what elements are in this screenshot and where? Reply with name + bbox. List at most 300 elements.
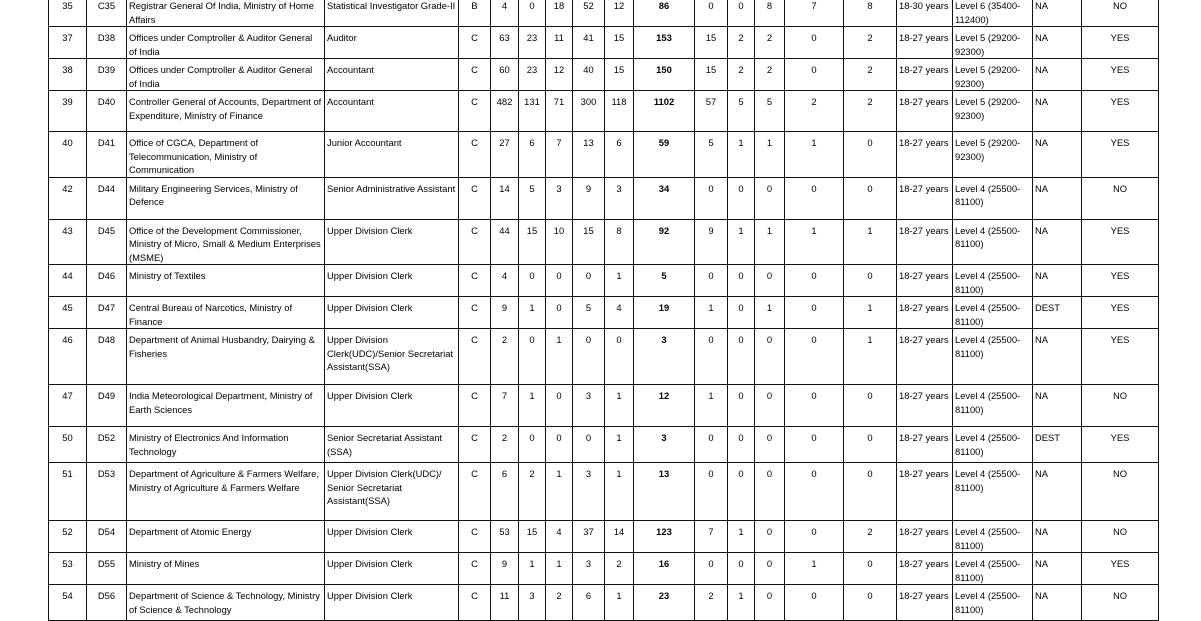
esm-cell: 0 — [695, 463, 728, 521]
dest-cell: NA — [1033, 329, 1082, 385]
post-name-cell: Accountant — [325, 59, 459, 91]
department-cell: India Meteorological Department, Ministry of Earth Sciences — [127, 385, 325, 427]
obc-cell: 5 — [573, 297, 605, 329]
post-name-cell: Auditor — [325, 27, 459, 59]
vh-cell: 1 — [785, 553, 844, 585]
sl-no-cell: 53 — [49, 553, 87, 585]
others-cell: 8 — [844, 0, 897, 27]
oh-cell: 0 — [728, 265, 755, 297]
pay-level-cell: Level 4 (25500-81100) — [953, 177, 1033, 219]
hh-cell: 8 — [755, 0, 785, 27]
department-cell: Ministry of Textiles — [127, 265, 325, 297]
others-cell: 2 — [844, 27, 897, 59]
group-cell: C — [459, 91, 491, 132]
post-code-cell: D46 — [87, 265, 127, 297]
vh-cell: 0 — [785, 177, 844, 219]
ews-cell: 6 — [605, 132, 634, 178]
ur-cell: 63 — [491, 27, 519, 59]
st-cell: 0 — [546, 265, 573, 297]
sc-cell: 6 — [519, 132, 546, 178]
age-limit-cell: 18-27 years — [897, 463, 953, 521]
vh-cell: 0 — [785, 585, 844, 621]
total-cell: 153 — [634, 27, 695, 59]
hh-cell: 0 — [755, 427, 785, 463]
table-row — [49, 297, 1159, 329]
department-cell: Department of Agriculture & Farmers Welfare, Ministry of Agriculture & Farmers Welfare — [127, 463, 325, 521]
group-cell: C — [459, 585, 491, 621]
post-code-cell: D55 — [87, 553, 127, 585]
vh-cell: 1 — [785, 132, 844, 178]
department-cell: Offices under Comptroller & Auditor General of India — [127, 59, 325, 91]
obc-cell: 0 — [573, 265, 605, 297]
total-cell: 150 — [634, 59, 695, 91]
pay-level-cell: Level 4 (25500-81100) — [953, 463, 1033, 521]
sl-no-cell: 37 — [49, 27, 87, 59]
esm-cell: 1 — [695, 385, 728, 427]
esm-cell: 5 — [695, 132, 728, 178]
sc-cell: 15 — [519, 521, 546, 553]
obc-cell: 40 — [573, 59, 605, 91]
ur-cell: 53 — [491, 521, 519, 553]
esm-cell: 0 — [695, 0, 728, 27]
post-code-cell: D38 — [87, 27, 127, 59]
oh-cell: 1 — [728, 219, 755, 265]
sl-no-cell: 52 — [49, 521, 87, 553]
age-limit-cell: 18-27 years — [897, 91, 953, 132]
ews-cell: 12 — [605, 0, 634, 27]
age-limit-cell: 18-27 years — [897, 585, 953, 621]
others-cell: 2 — [844, 59, 897, 91]
esm-cell: 1 — [695, 297, 728, 329]
hh-cell: 1 — [755, 219, 785, 265]
esm-cell: 57 — [695, 91, 728, 132]
table-row — [49, 219, 1159, 265]
oh-cell: 0 — [728, 177, 755, 219]
pay-level-cell: Level 4 (25500-81100) — [953, 427, 1033, 463]
others-cell: 0 — [844, 385, 897, 427]
sc-cell: 0 — [519, 265, 546, 297]
group-cell: C — [459, 553, 491, 585]
st-cell: 4 — [546, 521, 573, 553]
sl-no-cell: 45 — [49, 297, 87, 329]
sl-no-cell: 44 — [49, 265, 87, 297]
hh-cell: 1 — [755, 132, 785, 178]
test-cell: NO — [1082, 385, 1159, 427]
pay-level-cell: Level 6 (35400-112400) — [953, 0, 1033, 27]
vh-cell: 2 — [785, 91, 844, 132]
test-cell: YES — [1082, 297, 1159, 329]
post-code-cell: D54 — [87, 521, 127, 553]
post-code-cell: D44 — [87, 177, 127, 219]
test-cell: NO — [1082, 585, 1159, 621]
obc-cell: 13 — [573, 132, 605, 178]
department-cell: Offices under Comptroller & Auditor General of India — [127, 27, 325, 59]
ews-cell: 1 — [605, 585, 634, 621]
group-cell: C — [459, 427, 491, 463]
age-limit-cell: 18-27 years — [897, 177, 953, 219]
table-row — [49, 463, 1159, 521]
dest-cell: NA — [1033, 59, 1082, 91]
sl-no-cell: 46 — [49, 329, 87, 385]
dest-cell: NA — [1033, 521, 1082, 553]
total-cell: 92 — [634, 219, 695, 265]
age-limit-cell: 18-27 years — [897, 297, 953, 329]
group-cell: C — [459, 297, 491, 329]
pay-level-cell: Level 4 (25500-81100) — [953, 521, 1033, 553]
sl-no-cell: 40 — [49, 132, 87, 178]
table-row — [49, 132, 1159, 178]
st-cell: 1 — [546, 463, 573, 521]
post-name-cell: Accountant — [325, 91, 459, 132]
age-limit-cell: 18-27 years — [897, 385, 953, 427]
oh-cell: 0 — [728, 329, 755, 385]
vh-cell: 0 — [785, 297, 844, 329]
obc-cell: 6 — [573, 585, 605, 621]
others-cell: 0 — [844, 585, 897, 621]
others-cell: 0 — [844, 177, 897, 219]
post-name-cell: Upper Division Clerk — [325, 297, 459, 329]
sc-cell: 0 — [519, 427, 546, 463]
sc-cell: 23 — [519, 59, 546, 91]
vh-cell: 0 — [785, 427, 844, 463]
age-limit-cell: 18-27 years — [897, 132, 953, 178]
others-cell: 2 — [844, 91, 897, 132]
dest-cell: NA — [1033, 265, 1082, 297]
age-limit-cell: 18-27 years — [897, 27, 953, 59]
group-cell: C — [459, 521, 491, 553]
total-cell: 3 — [634, 427, 695, 463]
department-cell: Office of the Development Commissioner, Ministry of Micro, Small & Medium Enterprises (MSME) — [127, 219, 325, 265]
table-row — [49, 91, 1159, 132]
table-row — [49, 265, 1159, 297]
obc-cell: 37 — [573, 521, 605, 553]
total-cell: 13 — [634, 463, 695, 521]
obc-cell: 3 — [573, 463, 605, 521]
post-code-cell: D53 — [87, 463, 127, 521]
group-cell: B — [459, 0, 491, 27]
ur-cell: 4 — [491, 265, 519, 297]
dest-cell: NA — [1033, 0, 1082, 27]
total-cell: 1102 — [634, 91, 695, 132]
esm-cell: 15 — [695, 59, 728, 91]
total-cell: 123 — [634, 521, 695, 553]
table-row — [49, 177, 1159, 219]
others-cell: 0 — [844, 427, 897, 463]
age-limit-cell: 18-27 years — [897, 219, 953, 265]
total-cell: 34 — [634, 177, 695, 219]
esm-cell: 0 — [695, 329, 728, 385]
table-row — [49, 585, 1159, 621]
ur-cell: 2 — [491, 329, 519, 385]
ur-cell: 7 — [491, 385, 519, 427]
hh-cell: 0 — [755, 385, 785, 427]
sc-cell: 5 — [519, 177, 546, 219]
total-cell: 23 — [634, 585, 695, 621]
pay-level-cell: Level 4 (25500-81100) — [953, 219, 1033, 265]
department-cell: Department of Science & Technology, Ministry of Science & Technology — [127, 585, 325, 621]
oh-cell: 0 — [728, 297, 755, 329]
test-cell: NO — [1082, 463, 1159, 521]
sl-no-cell: 43 — [49, 219, 87, 265]
ews-cell: 3 — [605, 177, 634, 219]
ews-cell: 0 — [605, 329, 634, 385]
group-cell: C — [459, 385, 491, 427]
others-cell: 1 — [844, 329, 897, 385]
st-cell: 12 — [546, 59, 573, 91]
group-cell: C — [459, 27, 491, 59]
sl-no-cell: 35 — [49, 0, 87, 27]
dest-cell: NA — [1033, 219, 1082, 265]
ur-cell: 11 — [491, 585, 519, 621]
obc-cell: 52 — [573, 0, 605, 27]
age-limit-cell: 18-27 years — [897, 59, 953, 91]
sl-no-cell: 51 — [49, 463, 87, 521]
st-cell: 11 — [546, 27, 573, 59]
table-row — [49, 59, 1159, 91]
esm-cell: 9 — [695, 219, 728, 265]
post-code-cell: D49 — [87, 385, 127, 427]
pay-level-cell: Level 4 (25500-81100) — [953, 385, 1033, 427]
post-name-cell: Upper Division Clerk — [325, 219, 459, 265]
post-name-cell: Senior Secretariat Assistant (SSA) — [325, 427, 459, 463]
st-cell: 0 — [546, 385, 573, 427]
pay-level-cell: Level 4 (25500-81100) — [953, 297, 1033, 329]
post-code-cell: D45 — [87, 219, 127, 265]
st-cell: 7 — [546, 132, 573, 178]
oh-cell: 1 — [728, 521, 755, 553]
department-cell: Office of CGCA, Department of Telecommunication, Ministry of Communication — [127, 132, 325, 178]
total-cell: 19 — [634, 297, 695, 329]
st-cell: 0 — [546, 297, 573, 329]
esm-cell: 0 — [695, 553, 728, 585]
post-code-cell: D40 — [87, 91, 127, 132]
oh-cell: 1 — [728, 585, 755, 621]
sc-cell: 131 — [519, 91, 546, 132]
vh-cell: 0 — [785, 463, 844, 521]
ews-cell: 8 — [605, 219, 634, 265]
sl-no-cell: 38 — [49, 59, 87, 91]
department-cell: Department of Animal Husbandry, Dairying & Fisheries — [127, 329, 325, 385]
st-cell: 1 — [546, 553, 573, 585]
sc-cell: 23 — [519, 27, 546, 59]
test-cell: NO — [1082, 0, 1159, 27]
obc-cell: 3 — [573, 385, 605, 427]
sc-cell: 1 — [519, 553, 546, 585]
group-cell: C — [459, 265, 491, 297]
age-limit-cell: 18-27 years — [897, 521, 953, 553]
vh-cell: 7 — [785, 0, 844, 27]
vh-cell: 0 — [785, 59, 844, 91]
ews-cell: 15 — [605, 59, 634, 91]
department-cell: Ministry of Electronics And Information Technology — [127, 427, 325, 463]
table-row — [49, 0, 1159, 27]
post-code-cell: D56 — [87, 585, 127, 621]
department-cell: Central Bureau of Narcotics, Ministry of Finance — [127, 297, 325, 329]
dest-cell: DEST — [1033, 297, 1082, 329]
ur-cell: 44 — [491, 219, 519, 265]
test-cell: NO — [1082, 521, 1159, 553]
post-code-cell: C35 — [87, 0, 127, 27]
oh-cell: 2 — [728, 27, 755, 59]
group-cell: C — [459, 132, 491, 178]
ews-cell: 118 — [605, 91, 634, 132]
st-cell: 71 — [546, 91, 573, 132]
vacancy-table-container — [48, 0, 1159, 621]
vacancy-table — [48, 0, 1159, 621]
test-cell: YES — [1082, 91, 1159, 132]
post-name-cell: Junior Accountant — [325, 132, 459, 178]
st-cell: 3 — [546, 177, 573, 219]
esm-cell: 0 — [695, 427, 728, 463]
total-cell: 16 — [634, 553, 695, 585]
obc-cell: 0 — [573, 427, 605, 463]
total-cell: 3 — [634, 329, 695, 385]
age-limit-cell: 18-27 years — [897, 265, 953, 297]
post-name-cell: Upper Division Clerk — [325, 585, 459, 621]
dest-cell: NA — [1033, 91, 1082, 132]
oh-cell: 1 — [728, 132, 755, 178]
total-cell: 86 — [634, 0, 695, 27]
post-name-cell: Upper Division Clerk — [325, 385, 459, 427]
post-code-cell: D52 — [87, 427, 127, 463]
group-cell: C — [459, 463, 491, 521]
hh-cell: 0 — [755, 521, 785, 553]
hh-cell: 0 — [755, 463, 785, 521]
vh-cell: 1 — [785, 219, 844, 265]
total-cell: 12 — [634, 385, 695, 427]
age-limit-cell: 18-27 years — [897, 427, 953, 463]
st-cell: 1 — [546, 329, 573, 385]
dest-cell: NA — [1033, 177, 1082, 219]
obc-cell: 300 — [573, 91, 605, 132]
pay-level-cell: Level 5 (29200-92300) — [953, 132, 1033, 178]
ur-cell: 9 — [491, 553, 519, 585]
pay-level-cell: Level 5 (29200-92300) — [953, 27, 1033, 59]
dest-cell: NA — [1033, 385, 1082, 427]
table-row — [49, 385, 1159, 427]
others-cell: 0 — [844, 265, 897, 297]
ews-cell: 1 — [605, 463, 634, 521]
dest-cell: NA — [1033, 585, 1082, 621]
post-name-cell: Upper Division Clerk — [325, 553, 459, 585]
st-cell: 10 — [546, 219, 573, 265]
post-name-cell: Upper Division Clerk(UDC)/Senior Secretariat Assistant(SSA) — [325, 329, 459, 385]
oh-cell: 0 — [728, 553, 755, 585]
post-name-cell: Upper Division Clerk — [325, 265, 459, 297]
sc-cell: 1 — [519, 385, 546, 427]
test-cell: YES — [1082, 219, 1159, 265]
dest-cell: NA — [1033, 553, 1082, 585]
oh-cell: 0 — [728, 385, 755, 427]
table-row — [49, 553, 1159, 585]
ews-cell: 14 — [605, 521, 634, 553]
pay-level-cell: Level 5 (29200-92300) — [953, 59, 1033, 91]
hh-cell: 5 — [755, 91, 785, 132]
table-row — [49, 329, 1159, 385]
ur-cell: 14 — [491, 177, 519, 219]
vh-cell: 0 — [785, 521, 844, 553]
dest-cell: DEST — [1033, 427, 1082, 463]
group-cell: C — [459, 219, 491, 265]
sc-cell: 3 — [519, 585, 546, 621]
group-cell: C — [459, 177, 491, 219]
group-cell: C — [459, 59, 491, 91]
ews-cell: 1 — [605, 385, 634, 427]
dest-cell: NA — [1033, 27, 1082, 59]
ur-cell: 2 — [491, 427, 519, 463]
post-code-cell: D39 — [87, 59, 127, 91]
post-name-cell: Statistical Investigator Grade-II — [325, 0, 459, 27]
sl-no-cell: 50 — [49, 427, 87, 463]
vh-cell: 0 — [785, 27, 844, 59]
obc-cell: 15 — [573, 219, 605, 265]
ur-cell: 9 — [491, 297, 519, 329]
others-cell: 1 — [844, 219, 897, 265]
ur-cell: 60 — [491, 59, 519, 91]
group-cell: C — [459, 329, 491, 385]
ur-cell: 27 — [491, 132, 519, 178]
test-cell: YES — [1082, 427, 1159, 463]
esm-cell: 2 — [695, 585, 728, 621]
age-limit-cell: 18-27 years — [897, 329, 953, 385]
sc-cell: 2 — [519, 463, 546, 521]
test-cell: YES — [1082, 265, 1159, 297]
total-cell: 5 — [634, 265, 695, 297]
ews-cell: 15 — [605, 27, 634, 59]
pay-level-cell: Level 4 (25500-81100) — [953, 553, 1033, 585]
ews-cell: 1 — [605, 265, 634, 297]
hh-cell: 0 — [755, 177, 785, 219]
esm-cell: 0 — [695, 265, 728, 297]
others-cell: 1 — [844, 297, 897, 329]
sc-cell: 15 — [519, 219, 546, 265]
others-cell: 0 — [844, 132, 897, 178]
hh-cell: 2 — [755, 59, 785, 91]
test-cell: YES — [1082, 329, 1159, 385]
st-cell: 18 — [546, 0, 573, 27]
oh-cell: 0 — [728, 427, 755, 463]
others-cell: 0 — [844, 463, 897, 521]
hh-cell: 0 — [755, 553, 785, 585]
department-cell: Registrar General Of India, Ministry of Home Affairs — [127, 0, 325, 27]
pay-level-cell: Level 4 (25500-81100) — [953, 585, 1033, 621]
hh-cell: 0 — [755, 329, 785, 385]
post-code-cell: D47 — [87, 297, 127, 329]
post-code-cell: D41 — [87, 132, 127, 178]
sl-no-cell: 42 — [49, 177, 87, 219]
obc-cell: 9 — [573, 177, 605, 219]
test-cell: YES — [1082, 59, 1159, 91]
age-limit-cell: 18-30 years — [897, 0, 953, 27]
vacancy-table-body — [49, 0, 1159, 621]
test-cell: YES — [1082, 132, 1159, 178]
sl-no-cell: 39 — [49, 91, 87, 132]
post-name-cell: Upper Division Clerk — [325, 521, 459, 553]
post-code-cell: D48 — [87, 329, 127, 385]
table-row — [49, 427, 1159, 463]
pay-level-cell: Level 4 (25500-81100) — [953, 265, 1033, 297]
esm-cell: 0 — [695, 177, 728, 219]
ur-cell: 4 — [491, 0, 519, 27]
st-cell: 0 — [546, 427, 573, 463]
hh-cell: 2 — [755, 27, 785, 59]
obc-cell: 41 — [573, 27, 605, 59]
vh-cell: 0 — [785, 385, 844, 427]
table-row — [49, 27, 1159, 59]
test-cell: YES — [1082, 553, 1159, 585]
department-cell: Department of Atomic Energy — [127, 521, 325, 553]
sc-cell: 0 — [519, 329, 546, 385]
